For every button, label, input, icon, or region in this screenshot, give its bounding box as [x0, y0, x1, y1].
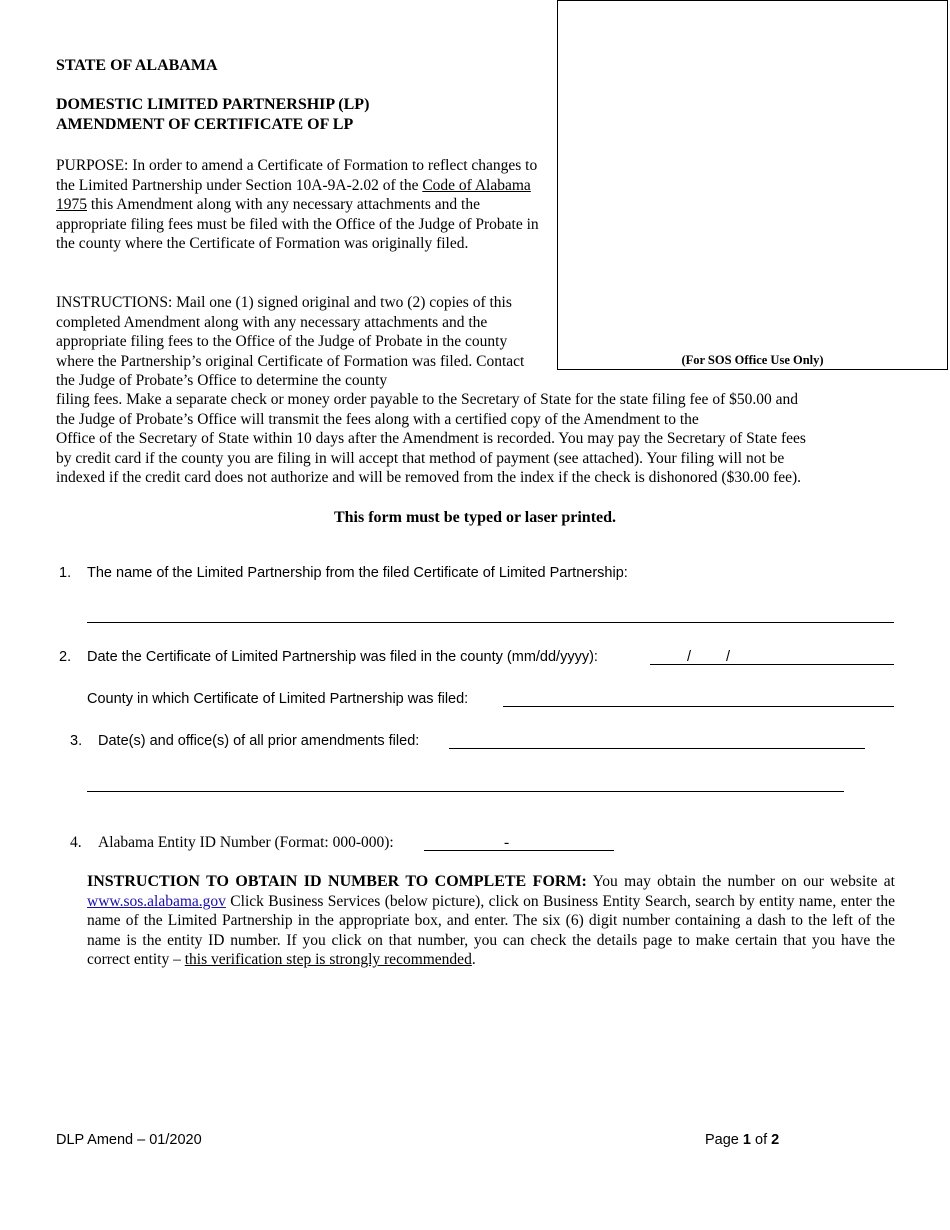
instructions-line-1: filing fees. Make a separate check or money order payable to the Secretary of State for the state filing fee of $50.00 and — [56, 391, 798, 408]
page-current: 1 — [742, 1132, 751, 1148]
q3-number: 3. — [70, 733, 83, 749]
q2-date-slash-1: / — [687, 649, 692, 665]
form-version: DLP Amend – 01/2020 — [56, 1132, 202, 1148]
state-heading: STATE OF ALABAMA — [56, 57, 218, 74]
q4-number: 4. — [70, 834, 82, 851]
instructions-line-3: Office of the Secretary of State within 10 days after the Amendment is recorded. You may pay the Secretary of State fees — [56, 430, 806, 448]
form-title-line-2: AMENDMENT OF CERTIFICATE OF LP — [56, 115, 354, 133]
q4-id-prefix-input[interactable] — [428, 832, 500, 850]
code-of-alabama-ref: Code of Alabama 1975 — [56, 176, 531, 214]
q2-label: Date the Certificate of Limited Partnership was filed in the county (mm/dd/yyyy): — [87, 649, 598, 665]
id-number-instructions — [87, 872, 895, 970]
id-instructions-heading: INSTRUCTION TO OBTAIN ID NUMBER TO COMPLETE FORM: — [87, 873, 587, 890]
q2-day-input[interactable] — [697, 646, 723, 664]
form-title-line-1: DOMESTIC LIMITED PARTNERSHIP (LP) — [56, 96, 370, 113]
q2-year-input[interactable] — [738, 646, 888, 664]
purpose-lead: PURPOSE: In order to amend a Certificate of Formation to reflect changes to the Limited Partnership under Section 10A-9A-2.02 of the — [56, 157, 538, 194]
id-instructions-text-2: Click Business Services (below picture), click on Business Entity Search, search by entity name, enter the name of the Limited Partnership in the appropriate box, and enter. The six (6) digit number containing a dash to the left of the name is the entity ID number. If you click on that number, you can check the details page to make certain that you have the correct entity – — [87, 892, 895, 969]
id-instructions-text-1: You may obtain the number on our website at — [586, 873, 895, 890]
page-indicator — [705, 1132, 779, 1148]
q3-answer-line-1 — [449, 748, 865, 749]
form-title — [56, 95, 369, 134]
q1-answer-line — [87, 622, 894, 623]
q3-amendments-input[interactable] — [452, 730, 862, 748]
verification-emphasis: this verification step is strongly recommended — [184, 951, 472, 969]
q4-label: Alabama Entity ID Number (Format: 000-000): — [98, 834, 394, 851]
q4-id-suffix-input[interactable] — [516, 832, 610, 850]
q1-label: The name of the Limited Partnership from the filed Certificate of Limited Partnership: — [87, 565, 628, 581]
q2-county-label: County in which Certificate of Limited Partnership was filed: — [87, 691, 469, 707]
q1-number: 1. — [59, 565, 72, 581]
q1-partnership-name-input[interactable] — [89, 601, 889, 621]
purpose-paragraph — [56, 156, 546, 254]
page-total: 2 — [771, 1132, 780, 1148]
q2-county-input[interactable] — [506, 688, 891, 706]
q3-amendments-input-continued[interactable] — [90, 772, 840, 790]
instructions-continued — [56, 390, 906, 488]
sos-website-link[interactable]: www.sos.alabama.gov — [87, 892, 226, 910]
instructions-line-2: the Judge of Probate’s Office will transmit the fees along with a certified copy of the Amendment to the — [56, 410, 699, 428]
q4-id-dash: - — [504, 834, 510, 851]
page-of: of — [750, 1132, 772, 1148]
instructions-line-5: indexed if the credit card does not authorize and will be removed from the index if the check is dishonored ($30.00 fee). — [56, 469, 802, 487]
q3-answer-line-2 — [87, 791, 844, 792]
q4-id-line — [424, 850, 614, 851]
purpose-rest: this Amendment along with any necessary attachments and the appropriate filing fees must be filed with the Office of the Judge of Probate in the county where the Certificate of Formation was originally filed. — [56, 196, 539, 253]
q2-number: 2. — [59, 649, 72, 665]
q3-label: Date(s) and office(s) of all prior amendments filed: — [98, 733, 420, 749]
page-prefix: Page — [705, 1132, 743, 1148]
office-use-label: (For SOS Office Use Only) — [681, 353, 824, 367]
sos-office-use-box — [557, 0, 948, 370]
q2-date-slash-2: / — [726, 649, 731, 665]
id-instructions-end: . — [471, 951, 476, 969]
instructions-line-4: by credit card if the county you are filing in will accept that method of payment (see attached). Your filing will not be — [56, 449, 785, 467]
typed-or-printed-notice: This form must be typed or laser printed. — [333, 509, 617, 526]
instructions-paragraph: INSTRUCTIONS: Mail one (1) signed original and two (2) copies of this completed Amendment along with any necessary attachments and the appropriate filing fees to the Office of the Judge of Probate in the county where the Partnership’s original Certificate of Formation was filed. Contact the Judge of Probate’s Office to determine the county — [56, 294, 525, 390]
q2-month-input[interactable] — [652, 646, 684, 664]
q2-county-line — [503, 706, 894, 707]
